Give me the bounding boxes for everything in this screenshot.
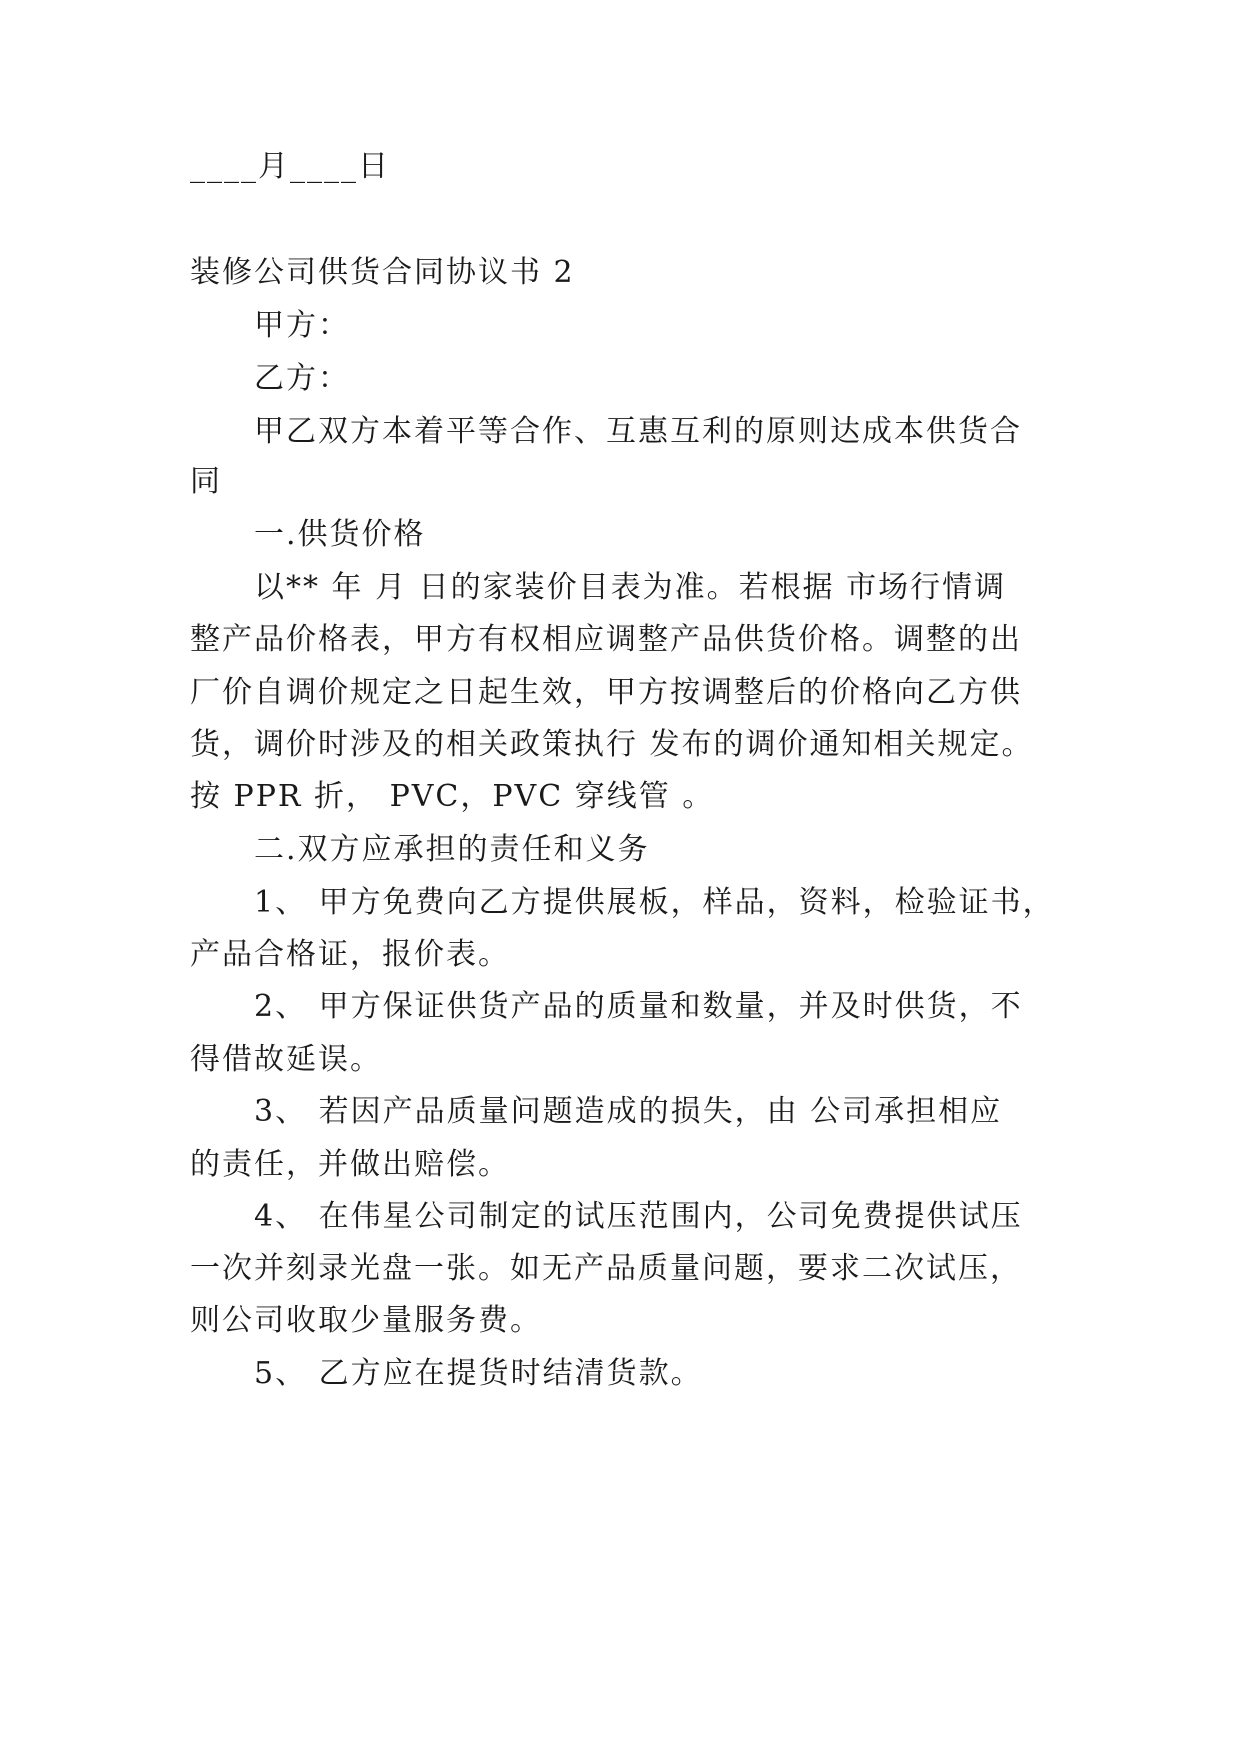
item-3-line-1: 3、 若因产品质量问题造成的损失，由 公司承担相应 — [254, 1094, 1003, 1129]
item-4-line-3: 则公司收取少量服务费。 — [190, 1303, 542, 1338]
section-1-line: 货，调价时涉及的相关政策执行 发布的调价通知相关规定。 — [190, 727, 1034, 762]
intro-line-1: 甲乙双方本着平等合作、互惠互利的原则达成本供货合 — [254, 414, 1022, 449]
item-1-line-1: 1、 甲方免费向乙方提供展板，样品，资料，检验证书， — [254, 885, 1055, 920]
section-1-line: 厂价自调价规定之日起生效，甲方按调整后的价格向乙方供 — [190, 675, 1022, 710]
section-2-heading: 二.双方应承担的责任和义务 — [254, 832, 650, 867]
item-4-line-1: 4、 在伟星公司制定的试压范围内，公司免费提供试压 — [254, 1199, 1023, 1234]
date-line: ____月____日 — [190, 149, 390, 184]
section-1-line: 按 PPR 折， PVC，PVC 穿线管 。 — [190, 779, 715, 814]
document-title: 装修公司供货合同协议书 2 — [190, 255, 575, 290]
item-1-line-2: 产品合格证，报价表。 — [190, 937, 510, 972]
section-1-heading: 一.供货价格 — [254, 517, 426, 552]
item-5-line-1: 5、 乙方应在提货时结清货款。 — [254, 1356, 703, 1391]
party-a-label: 甲方： — [254, 308, 350, 343]
item-2-line-2: 得借故延误。 — [190, 1042, 382, 1077]
item-4-line-2: 一次并刻录光盘一张。如无产品质量问题，要求二次试压， — [190, 1251, 1022, 1286]
section-1-line: 整产品价格表，甲方有权相应调整产品供货价格。调整的出 — [190, 622, 1022, 657]
party-b-label: 乙方： — [254, 361, 350, 396]
item-2-line-1: 2、 甲方保证供货产品的质量和数量，并及时供货，不 — [254, 989, 1023, 1024]
item-3-line-2: 的责任，并做出赔偿。 — [190, 1147, 510, 1182]
intro-line-2: 同 — [190, 464, 222, 499]
section-1-line: 以** 年 月 日的家装价目表为准。若根据 市场行情调 — [254, 570, 1007, 605]
